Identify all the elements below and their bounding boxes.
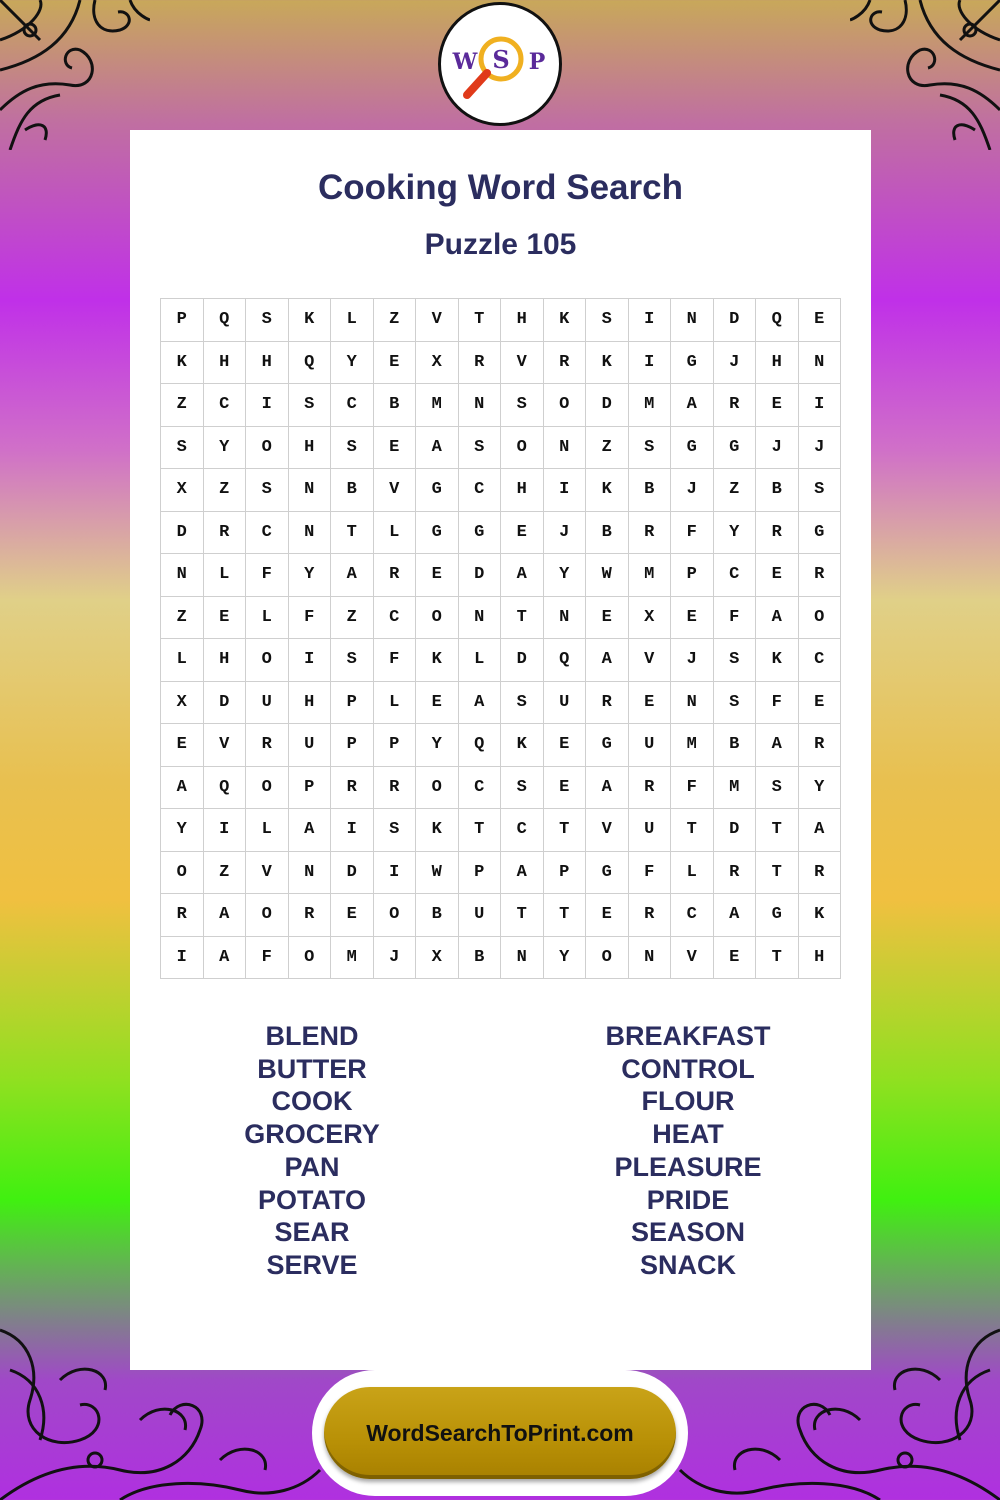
- grid-cell[interactable]: Y: [289, 554, 332, 597]
- grid-cell[interactable]: D: [459, 554, 502, 597]
- grid-cell[interactable]: G: [756, 894, 799, 937]
- grid-cell[interactable]: J: [799, 427, 842, 470]
- grid-cell[interactable]: X: [416, 342, 459, 385]
- grid-cell[interactable]: G: [459, 512, 502, 555]
- grid-cell[interactable]: F: [629, 852, 672, 895]
- grid-cell[interactable]: Y: [416, 724, 459, 767]
- logo-letter-s: S: [492, 45, 510, 74]
- grid-cell[interactable]: B: [416, 894, 459, 937]
- grid-cell[interactable]: V: [374, 469, 417, 512]
- grid-cell[interactable]: M: [629, 384, 672, 427]
- grid-cell[interactable]: L: [331, 299, 374, 342]
- grid-cell[interactable]: N: [671, 299, 714, 342]
- grid-cell[interactable]: C: [374, 597, 417, 640]
- grid-cell[interactable]: T: [671, 809, 714, 852]
- grid-cell[interactable]: X: [629, 597, 672, 640]
- grid-cell[interactable]: R: [586, 682, 629, 725]
- grid-cell[interactable]: I: [544, 469, 587, 512]
- word-list-item: COOK: [271, 1086, 353, 1117]
- grid-cell[interactable]: N: [459, 597, 502, 640]
- grid-cell[interactable]: D: [714, 809, 757, 852]
- grid-cell[interactable]: G: [586, 724, 629, 767]
- grid-cell[interactable]: Y: [799, 767, 842, 810]
- grid-cell[interactable]: O: [246, 427, 289, 470]
- grid-cell[interactable]: Z: [374, 299, 417, 342]
- word-list-item: HEAT: [652, 1119, 724, 1150]
- grid-cell[interactable]: E: [629, 682, 672, 725]
- grid-cell[interactable]: D: [331, 852, 374, 895]
- grid-cell[interactable]: A: [289, 809, 332, 852]
- grid-cell[interactable]: P: [331, 682, 374, 725]
- puzzle-number: Puzzle 105: [424, 228, 577, 261]
- grid-cell[interactable]: S: [246, 299, 289, 342]
- grid-cell[interactable]: V: [671, 937, 714, 980]
- grid-cell[interactable]: J: [756, 427, 799, 470]
- grid-cell[interactable]: O: [246, 639, 289, 682]
- grid-cell[interactable]: L: [161, 639, 204, 682]
- grid-cell[interactable]: V: [501, 342, 544, 385]
- grid-cell[interactable]: U: [629, 809, 672, 852]
- grid-cell[interactable]: N: [459, 384, 502, 427]
- grid-cell[interactable]: E: [331, 894, 374, 937]
- grid-cell[interactable]: H: [799, 937, 842, 980]
- grid-cell[interactable]: R: [714, 384, 757, 427]
- grid-cell[interactable]: H: [289, 427, 332, 470]
- grid-cell[interactable]: T: [459, 809, 502, 852]
- grid-cell[interactable]: M: [416, 384, 459, 427]
- grid-cell[interactable]: H: [501, 299, 544, 342]
- grid-cell[interactable]: E: [374, 342, 417, 385]
- word-list-item: CONTROL: [621, 1053, 755, 1084]
- grid-cell[interactable]: K: [416, 809, 459, 852]
- grid-cell[interactable]: P: [671, 554, 714, 597]
- grid-cell[interactable]: R: [374, 554, 417, 597]
- grid-cell[interactable]: B: [756, 469, 799, 512]
- grid-cell[interactable]: D: [501, 639, 544, 682]
- grid-cell[interactable]: O: [586, 937, 629, 980]
- grid-cell[interactable]: Q: [459, 724, 502, 767]
- grid-cell[interactable]: L: [374, 512, 417, 555]
- grid-cell[interactable]: E: [416, 554, 459, 597]
- page-title: Cooking Word Search: [318, 168, 683, 207]
- grid-cell[interactable]: E: [799, 299, 842, 342]
- grid-cell[interactable]: I: [289, 639, 332, 682]
- grid-cell[interactable]: R: [374, 767, 417, 810]
- grid-cell[interactable]: F: [289, 597, 332, 640]
- grid-cell[interactable]: G: [416, 469, 459, 512]
- grid-cell[interactable]: K: [544, 299, 587, 342]
- grid-cell[interactable]: T: [756, 937, 799, 980]
- grid-cell[interactable]: A: [161, 767, 204, 810]
- grid-cell[interactable]: G: [799, 512, 842, 555]
- grid-cell[interactable]: H: [246, 342, 289, 385]
- grid-cell[interactable]: Z: [714, 469, 757, 512]
- grid-cell[interactable]: A: [671, 384, 714, 427]
- grid-cell[interactable]: V: [204, 724, 247, 767]
- grid-cell[interactable]: E: [586, 597, 629, 640]
- grid-cell[interactable]: L: [459, 639, 502, 682]
- grid-cell[interactable]: A: [714, 894, 757, 937]
- grid-cell[interactable]: T: [459, 299, 502, 342]
- grid-cell[interactable]: E: [586, 894, 629, 937]
- grid-cell[interactable]: V: [246, 852, 289, 895]
- grid-cell[interactable]: I: [204, 809, 247, 852]
- grid-cell[interactable]: C: [671, 894, 714, 937]
- grid-cell[interactable]: S: [501, 384, 544, 427]
- grid-cell[interactable]: O: [246, 767, 289, 810]
- grid-cell[interactable]: E: [374, 427, 417, 470]
- website-link-button[interactable]: WordSearchToPrint.com: [324, 1387, 676, 1479]
- grid-cell[interactable]: S: [331, 639, 374, 682]
- grid-cell[interactable]: B: [459, 937, 502, 980]
- grid-cell[interactable]: Z: [331, 597, 374, 640]
- grid-cell[interactable]: G: [714, 427, 757, 470]
- grid-cell[interactable]: I: [629, 299, 672, 342]
- grid-cell[interactable]: O: [416, 597, 459, 640]
- grid-cell[interactable]: P: [331, 724, 374, 767]
- grid-cell[interactable]: U: [289, 724, 332, 767]
- grid-cell[interactable]: W: [416, 852, 459, 895]
- logo-letter-w: W: [452, 49, 478, 75]
- grid-cell[interactable]: C: [799, 639, 842, 682]
- grid-cell[interactable]: J: [671, 469, 714, 512]
- grid-cell[interactable]: D: [586, 384, 629, 427]
- grid-cell[interactable]: Z: [161, 384, 204, 427]
- grid-cell[interactable]: F: [714, 597, 757, 640]
- grid-cell[interactable]: W: [586, 554, 629, 597]
- grid-cell[interactable]: F: [756, 682, 799, 725]
- grid-cell[interactable]: N: [161, 554, 204, 597]
- word-list-item: BLEND: [265, 1021, 359, 1051]
- word-list-item: FLOUR: [641, 1086, 735, 1117]
- grid-cell[interactable]: R: [629, 767, 672, 810]
- grid-cell[interactable]: S: [246, 469, 289, 512]
- grid-cell[interactable]: A: [459, 682, 502, 725]
- grid-cell[interactable]: A: [331, 554, 374, 597]
- grid-cell[interactable]: S: [331, 427, 374, 470]
- grid-cell[interactable]: C: [459, 469, 502, 512]
- grid-cell[interactable]: H: [756, 342, 799, 385]
- grid-cell[interactable]: Q: [544, 639, 587, 682]
- grid-cell[interactable]: I: [374, 852, 417, 895]
- wsp-logo[interactable]: [438, 2, 562, 126]
- grid-cell[interactable]: G: [671, 342, 714, 385]
- grid-cell[interactable]: N: [671, 682, 714, 725]
- grid-cell[interactable]: R: [799, 852, 842, 895]
- grid-cell[interactable]: Y: [714, 512, 757, 555]
- grid-cell[interactable]: S: [714, 682, 757, 725]
- grid-cell[interactable]: O: [544, 384, 587, 427]
- grid-cell[interactable]: E: [501, 512, 544, 555]
- grid-cell[interactable]: R: [799, 724, 842, 767]
- grid-cell[interactable]: E: [161, 724, 204, 767]
- grid-cell[interactable]: C: [501, 809, 544, 852]
- footer-badge: [312, 1370, 688, 1496]
- grid-cell[interactable]: Y: [544, 554, 587, 597]
- grid-cell[interactable]: E: [799, 682, 842, 725]
- grid-cell[interactable]: Z: [204, 852, 247, 895]
- grid-cell[interactable]: T: [756, 809, 799, 852]
- grid-cell[interactable]: H: [204, 639, 247, 682]
- grid-cell[interactable]: Y: [331, 342, 374, 385]
- grid-cell[interactable]: C: [331, 384, 374, 427]
- grid-cell[interactable]: U: [629, 724, 672, 767]
- grid-cell[interactable]: E: [544, 724, 587, 767]
- grid-cell[interactable]: K: [416, 639, 459, 682]
- grid-cell[interactable]: S: [799, 469, 842, 512]
- grid-cell[interactable]: R: [204, 512, 247, 555]
- grid-cell[interactable]: C: [246, 512, 289, 555]
- grid-cell[interactable]: Q: [204, 767, 247, 810]
- grid-cell[interactable]: M: [671, 724, 714, 767]
- grid-cell[interactable]: E: [544, 767, 587, 810]
- grid-cell[interactable]: M: [629, 554, 672, 597]
- grid-cell[interactable]: I: [331, 809, 374, 852]
- grid-cell[interactable]: P: [544, 852, 587, 895]
- word-list-item: GROCERY: [244, 1119, 380, 1150]
- grid-cell[interactable]: N: [799, 342, 842, 385]
- grid-cell[interactable]: N: [629, 937, 672, 980]
- grid-cell[interactable]: R: [246, 724, 289, 767]
- grid-cell[interactable]: T: [544, 894, 587, 937]
- grid-cell[interactable]: B: [331, 469, 374, 512]
- grid-cell[interactable]: K: [586, 342, 629, 385]
- grid-cell[interactable]: A: [501, 852, 544, 895]
- grid-cell[interactable]: H: [204, 342, 247, 385]
- grid-cell[interactable]: Q: [289, 342, 332, 385]
- grid-cell[interactable]: A: [501, 554, 544, 597]
- grid-cell[interactable]: X: [161, 469, 204, 512]
- grid-cell[interactable]: H: [501, 469, 544, 512]
- grid-cell[interactable]: O: [374, 894, 417, 937]
- grid-cell[interactable]: L: [374, 682, 417, 725]
- grid-cell[interactable]: E: [671, 597, 714, 640]
- word-list-right: [538, 1020, 838, 1282]
- grid-cell[interactable]: B: [586, 512, 629, 555]
- grid-cell[interactable]: V: [416, 299, 459, 342]
- grid-cell[interactable]: R: [331, 767, 374, 810]
- magnifier-icon: [445, 9, 555, 119]
- word-list-item: PAN: [284, 1151, 340, 1182]
- corner-ornament-top-left: [0, 0, 150, 150]
- grid-cell[interactable]: T: [331, 512, 374, 555]
- corner-ornament-top-right: [850, 0, 1000, 150]
- grid-cell[interactable]: S: [756, 767, 799, 810]
- grid-cell[interactable]: K: [501, 724, 544, 767]
- grid-cell[interactable]: A: [756, 597, 799, 640]
- grid-cell[interactable]: P: [161, 299, 204, 342]
- grid-cell[interactable]: I: [629, 342, 672, 385]
- grid-cell[interactable]: A: [586, 639, 629, 682]
- grid-cell[interactable]: E: [714, 937, 757, 980]
- word-list-item: SEAR: [274, 1217, 350, 1248]
- word-list-item: BUTTER: [257, 1053, 367, 1084]
- grid-cell[interactable]: E: [204, 597, 247, 640]
- grid-cell[interactable]: H: [289, 682, 332, 725]
- grid-cell[interactable]: G: [586, 852, 629, 895]
- grid-cell[interactable]: B: [374, 384, 417, 427]
- grid-cell[interactable]: S: [289, 384, 332, 427]
- grid-cell[interactable]: R: [629, 512, 672, 555]
- grid-cell[interactable]: B: [714, 724, 757, 767]
- letter-grid: [160, 298, 841, 979]
- grid-cell[interactable]: S: [459, 427, 502, 470]
- grid-cell[interactable]: C: [459, 767, 502, 810]
- grid-cell[interactable]: A: [586, 767, 629, 810]
- word-list-item: BREAKFAST: [605, 1021, 771, 1051]
- grid-cell[interactable]: F: [671, 767, 714, 810]
- grid-cell[interactable]: K: [756, 639, 799, 682]
- grid-cell[interactable]: O: [161, 852, 204, 895]
- word-list-item: PLEASURE: [614, 1151, 762, 1182]
- grid-cell[interactable]: Z: [586, 427, 629, 470]
- grid-cell[interactable]: R: [629, 894, 672, 937]
- grid-cell[interactable]: O: [246, 894, 289, 937]
- grid-cell[interactable]: S: [501, 767, 544, 810]
- grid-cell[interactable]: N: [289, 852, 332, 895]
- grid-cell[interactable]: G: [671, 427, 714, 470]
- grid-cell[interactable]: P: [459, 852, 502, 895]
- grid-cell[interactable]: J: [714, 342, 757, 385]
- grid-cell[interactable]: Z: [204, 469, 247, 512]
- grid-cell[interactable]: A: [204, 894, 247, 937]
- grid-cell[interactable]: O: [799, 597, 842, 640]
- grid-cell[interactable]: A: [756, 724, 799, 767]
- logo-letter-p: P: [528, 49, 546, 75]
- word-list-left: [162, 1020, 462, 1282]
- grid-cell[interactable]: Z: [161, 597, 204, 640]
- puzzle-sheet: [130, 130, 871, 1370]
- grid-cell[interactable]: X: [161, 682, 204, 725]
- grid-cell[interactable]: P: [289, 767, 332, 810]
- grid-cell[interactable]: I: [161, 937, 204, 980]
- word-list-item: SEASON: [630, 1217, 746, 1248]
- grid-cell[interactable]: L: [204, 554, 247, 597]
- grid-cell[interactable]: K: [161, 342, 204, 385]
- grid-cell[interactable]: U: [459, 894, 502, 937]
- grid-cell[interactable]: S: [586, 299, 629, 342]
- grid-cell[interactable]: L: [671, 852, 714, 895]
- grid-cell[interactable]: D: [161, 512, 204, 555]
- grid-cell[interactable]: P: [374, 724, 417, 767]
- grid-cell[interactable]: C: [714, 554, 757, 597]
- grid-cell[interactable]: G: [416, 512, 459, 555]
- grid-cell[interactable]: E: [416, 682, 459, 725]
- grid-cell[interactable]: F: [246, 937, 289, 980]
- grid-cell[interactable]: N: [289, 469, 332, 512]
- grid-cell[interactable]: A: [204, 937, 247, 980]
- grid-cell[interactable]: N: [544, 597, 587, 640]
- grid-cell[interactable]: O: [289, 937, 332, 980]
- grid-cell[interactable]: E: [756, 384, 799, 427]
- grid-cell[interactable]: O: [416, 767, 459, 810]
- grid-cell[interactable]: C: [204, 384, 247, 427]
- grid-cell[interactable]: N: [501, 937, 544, 980]
- grid-cell[interactable]: N: [544, 427, 587, 470]
- grid-cell[interactable]: T: [756, 852, 799, 895]
- grid-cell[interactable]: Y: [204, 427, 247, 470]
- grid-cell[interactable]: S: [161, 427, 204, 470]
- grid-cell[interactable]: K: [799, 894, 842, 937]
- grid-cell[interactable]: X: [416, 937, 459, 980]
- grid-cell[interactable]: Y: [544, 937, 587, 980]
- grid-cell[interactable]: K: [586, 469, 629, 512]
- grid-cell[interactable]: A: [416, 427, 459, 470]
- grid-cell[interactable]: F: [246, 554, 289, 597]
- grid-cell[interactable]: I: [246, 384, 289, 427]
- grid-cell[interactable]: T: [544, 809, 587, 852]
- grid-cell[interactable]: S: [374, 809, 417, 852]
- grid-cell[interactable]: J: [544, 512, 587, 555]
- grid-cell[interactable]: L: [246, 809, 289, 852]
- grid-cell[interactable]: V: [586, 809, 629, 852]
- grid-cell[interactable]: T: [501, 894, 544, 937]
- word-list-item: PRIDE: [646, 1184, 730, 1215]
- grid-cell[interactable]: T: [501, 597, 544, 640]
- grid-cell[interactable]: B: [629, 469, 672, 512]
- grid-cell[interactable]: U: [246, 682, 289, 725]
- grid-cell[interactable]: A: [799, 809, 842, 852]
- grid-cell[interactable]: R: [544, 342, 587, 385]
- grid-cell[interactable]: J: [671, 639, 714, 682]
- grid-cell[interactable]: S: [629, 427, 672, 470]
- grid-cell[interactable]: S: [501, 682, 544, 725]
- grid-cell[interactable]: M: [331, 937, 374, 980]
- grid-cell[interactable]: R: [459, 342, 502, 385]
- grid-cell[interactable]: R: [161, 894, 204, 937]
- grid-cell[interactable]: J: [374, 937, 417, 980]
- grid-cell[interactable]: Q: [756, 299, 799, 342]
- word-list-item: POTATO: [258, 1184, 366, 1215]
- grid-cell[interactable]: I: [799, 384, 842, 427]
- grid-cell[interactable]: R: [756, 512, 799, 555]
- grid-cell[interactable]: O: [501, 427, 544, 470]
- grid-cell[interactable]: R: [714, 852, 757, 895]
- grid-cell[interactable]: F: [671, 512, 714, 555]
- grid-cell[interactable]: E: [756, 554, 799, 597]
- grid-cell[interactable]: R: [289, 894, 332, 937]
- grid-cell[interactable]: F: [374, 639, 417, 682]
- grid-cell[interactable]: K: [289, 299, 332, 342]
- grid-cell[interactable]: V: [629, 639, 672, 682]
- word-list-item: SNACK: [639, 1249, 736, 1280]
- grid-cell[interactable]: N: [289, 512, 332, 555]
- word-list-item: SERVE: [266, 1249, 358, 1280]
- grid-cell[interactable]: U: [544, 682, 587, 725]
- grid-cell[interactable]: Y: [161, 809, 204, 852]
- grid-cell[interactable]: S: [714, 639, 757, 682]
- grid-cell[interactable]: L: [246, 597, 289, 640]
- grid-cell[interactable]: D: [204, 682, 247, 725]
- grid-cell[interactable]: M: [714, 767, 757, 810]
- grid-cell[interactable]: R: [799, 554, 842, 597]
- grid-cell[interactable]: Q: [204, 299, 247, 342]
- grid-cell[interactable]: D: [714, 299, 757, 342]
